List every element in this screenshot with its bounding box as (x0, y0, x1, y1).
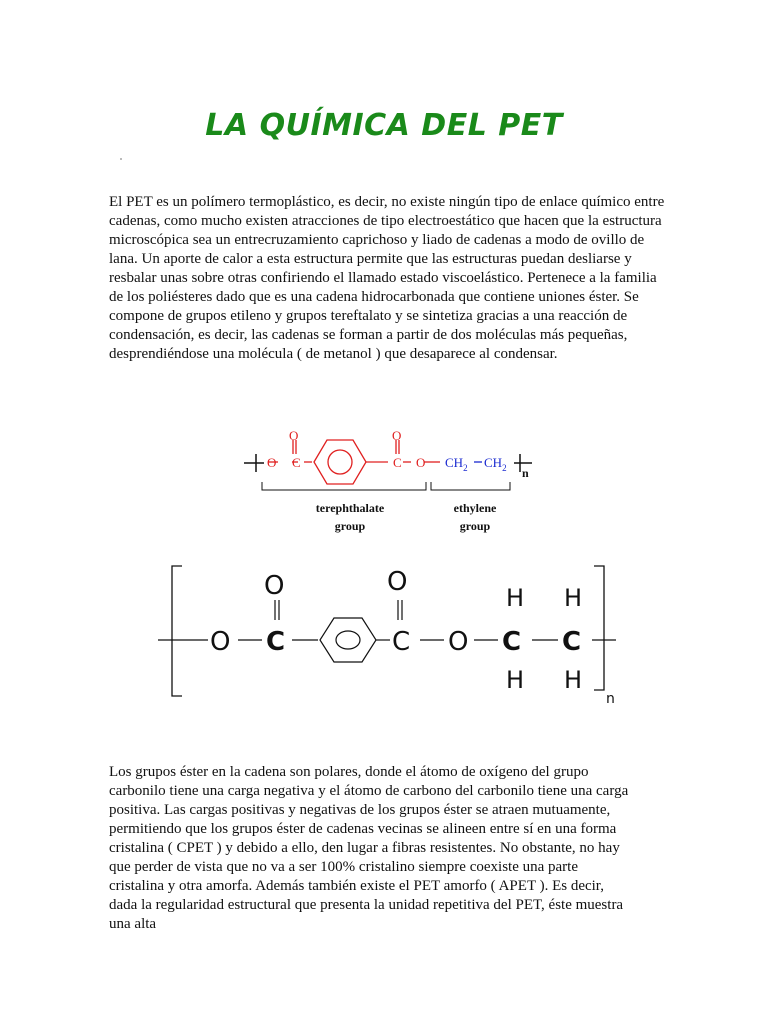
scan-speck (120, 158, 122, 160)
ethylene-label-line1: ethylene (453, 501, 497, 515)
paragraph-intro: El PET es un polímero termoplástico, es decir, no existe ningún tipo de enlace químico entre cadenas, como mucho existen atracciones de tipo electroestático que hacen que la estructura microscópica sea un entrecruzamiento caprichoso y liado de cadenas a modo de ovillo de lana. Un aporte de calor a esta estructura permite que las estructuras puedan desliarse y resbalar unas sobre otras confiriendo el llamado estado viscoelástico. Pertenece a la familia de los poliésteres dado que es una cadena hidrocarbonada que contiene uniones éster. Se compone de grupos etileno y grupos tereftalato y se sintetiza gracias a una reacción de condensación, es decir, las cadenas se forman a partir de dos moléculas más pequeñas, desprendiéndose una molécula ( de metanol ) que desaparece al condensar. (109, 194, 665, 362)
oxygen-top-left-label: O (289, 428, 299, 443)
carbon-right-label: C (393, 455, 402, 470)
paragraph-ester-groups: Los grupos éster en la cadena son polares, donde el átomo de oxígeno del grupo carbonilo tiene una carga negativa y el átomo de carbono del carbonilo tiene una carga positiva. Las cargas positivas y negativas de los grupos éster se atraen mutuamente, permitiendo que los grupos éster de cadenas vecinas se alineen entre sí en una forma cristalina ( CPET ) y debido a ello, den lugar a fibras resistentes. No obstante, no hay que perder de vista que no va a ser 100% cristalino siempre coexiste una parte cristalina y otra amorfa. Además también existe el PET amorfo ( APET ). Es decir, dada la regularidad estructural que presenta la unidad repetitiva del PET, éste muestra una alta (109, 764, 629, 932)
terephthalate-label-line2: group (334, 519, 366, 533)
terephthalate-label-line1: terephthalate (315, 501, 385, 515)
repeat-n-label: n (606, 691, 615, 707)
oxygen-left-label: O (267, 455, 277, 470)
left-bracket (244, 454, 264, 472)
ethylene-ch2-b: $CH_2$ (484, 455, 507, 473)
carbon-eth1-label: C (502, 627, 522, 657)
carbon-left-label: C (266, 627, 286, 657)
hydrogen-bot2-label: H (564, 666, 583, 694)
repeat-n-label: n (522, 466, 529, 480)
oxygen-top-left-label: O (264, 571, 285, 601)
page-title: LA QUÍMICA DEL PET (205, 108, 563, 143)
pet-black-structure-figure (150, 560, 630, 710)
hydrogen-bot1-label: H (506, 666, 525, 694)
carbon-eth2-label: C (562, 627, 582, 657)
carbon-right-label: C (392, 627, 411, 657)
oxygen-right-label: O (416, 455, 426, 470)
oxygen-top-right-label: O (387, 567, 408, 597)
oxygen-left-label: O (210, 627, 231, 657)
oxygen-top-right-label: O (392, 428, 402, 443)
hydrogen-top2-label: H (564, 584, 583, 612)
ethylene-label-line2: group (459, 519, 491, 533)
oxygen-mid-label: O (448, 627, 469, 657)
hydrogen-top1-label: H (506, 584, 525, 612)
pet-colored-structure-figure (238, 426, 538, 542)
carbon-left-label: C (292, 455, 301, 470)
ethylene-ch2-a: $CH_2$ (445, 455, 468, 473)
group-braces (262, 482, 510, 490)
